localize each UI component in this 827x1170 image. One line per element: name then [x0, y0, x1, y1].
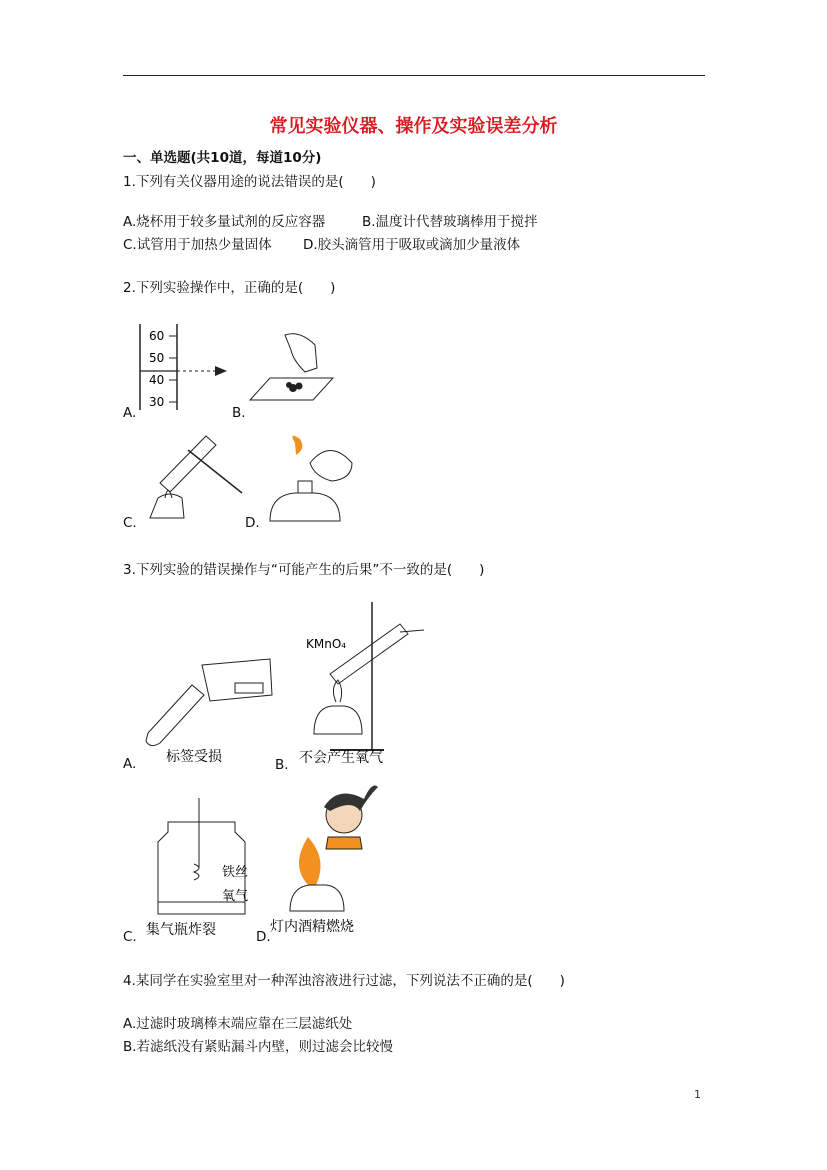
alcohol-lamp-icon [314, 706, 362, 734]
flame-icon [292, 436, 302, 455]
page-number: 1 [694, 1088, 701, 1101]
page-title: 常见实验仪器、操作及实验误差分析 [269, 116, 558, 137]
q1-option-c: C.试管用于加热少量固体 [123, 237, 272, 253]
q2-tube-heating-figure [140, 428, 250, 523]
q1-stem: 1.下列有关仪器用途的说法错误的是( ) [123, 174, 376, 190]
q1-option-d: D.胶头滴管用于吸取或滴加少量液体 [303, 237, 521, 253]
q4-option-b: B.若滤纸没有紧贴漏斗内壁，则过滤会比较慢 [123, 1039, 394, 1055]
q4-option-a: A.过滤时玻璃棒末端应靠在三层滤纸处 [123, 1016, 353, 1032]
q2-label-b: B. [232, 405, 246, 421]
eye-icon [215, 366, 227, 376]
q3-stem: 3.下列实验的错误操作与“可能产生的后果”不一致的是( ) [123, 562, 485, 578]
q3-c-label-oxygen: 氧气 [222, 889, 249, 904]
q3-label-b: B. [275, 757, 289, 773]
alcohol-lamp-icon [290, 885, 344, 911]
q3-d-caption: 灯内酒精燃烧 [270, 919, 354, 935]
alcohol-lamp-icon [270, 493, 340, 521]
q2-label-a: A. [123, 405, 137, 421]
tick-label-60: 60 [149, 329, 165, 343]
hand-icon [285, 334, 317, 372]
q3-c-caption: 集气瓶炸裂 [146, 922, 216, 938]
q3-pouring-figure [140, 645, 280, 765]
tick-label-30: 30 [149, 395, 165, 409]
q3-kmno4-heating-figure [300, 602, 440, 767]
header-rule [123, 75, 705, 76]
q3-b-reagent: KMnO₄ [306, 637, 347, 651]
q2-stem: 2.下列实验操作中，正确的是( ) [123, 280, 336, 296]
q1-option-b: B.温度计代替玻璃棒用于搅拌 [362, 214, 538, 230]
q3-label-a: A. [123, 756, 137, 772]
q2-lamp-lighting-figure [260, 433, 360, 528]
q2-graduated-cylinder-figure [135, 322, 235, 412]
q3-blowing-lamp-figure [268, 775, 398, 940]
q3-label-d: D. [256, 929, 271, 945]
tick-label-40: 40 [149, 373, 165, 387]
q3-iron-wire-figure [140, 798, 280, 938]
section-heading: 一、单选题(共10道，每道10分) [123, 150, 322, 166]
tick-label-50: 50 [149, 351, 165, 365]
q2-hand-dropping-figure [245, 330, 335, 410]
q3-a-caption: 标签受损 [166, 749, 222, 765]
alcohol-lamp-icon [150, 494, 184, 518]
q3-b-caption: 不会产生氧气 [299, 750, 383, 766]
q3-c-label-iron: 铁丝 [222, 865, 249, 880]
flame-icon [299, 837, 321, 885]
q2-label-d: D. [245, 515, 260, 531]
q3-label-c: C. [123, 929, 137, 945]
q4-stem: 4.某同学在实验室里对一种浑浊溶液进行过滤，下列说法不正确的是( ) [123, 973, 565, 989]
q1-option-a: A.烧杯用于较多量试剂的反应容器 [123, 214, 326, 230]
q2-label-c: C. [123, 515, 137, 531]
